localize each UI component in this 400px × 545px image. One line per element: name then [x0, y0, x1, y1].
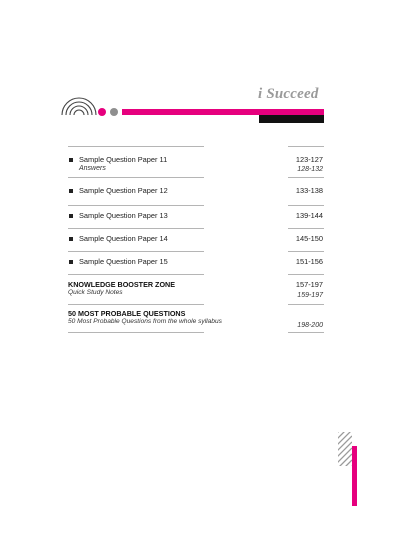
- toc-row-paper-14: [68, 229, 324, 251]
- toc-pages: 123-127: [295, 155, 323, 164]
- toc-row-paper-12: [68, 178, 324, 205]
- section-pages: 157-197: [295, 280, 323, 289]
- toc-title: Sample Question Paper 14: [79, 234, 168, 243]
- toc-sub-pages: 128-132: [297, 166, 323, 173]
- section-sub-pages: 198-200: [297, 322, 323, 329]
- toc-pages: 133-138: [295, 186, 323, 195]
- toc-title: Sample Question Paper 12: [79, 186, 168, 195]
- concentric-arcs-icon: [60, 96, 98, 116]
- hatched-pattern-icon: [338, 432, 352, 466]
- header-black-bar: [259, 115, 324, 123]
- section-title: 50 MOST PROBABLE QUESTIONS: [68, 309, 186, 318]
- section-sub-pages: 159-197: [297, 292, 323, 299]
- bullet-icon: [69, 237, 73, 241]
- side-pink-bar: [352, 446, 357, 506]
- table-of-contents: [68, 146, 324, 333]
- toc-title: Sample Question Paper 13: [79, 211, 168, 220]
- bullet-icon: [69, 214, 73, 218]
- toc-pages: 151-156: [295, 257, 323, 266]
- separator: [68, 332, 324, 333]
- toc-row-paper-15: [68, 252, 324, 274]
- toc-row-paper-11: [68, 147, 324, 177]
- toc-title: Sample Question Paper 11: [79, 155, 168, 164]
- section-title: KNOWLEDGE BOOSTER ZONE: [68, 280, 176, 289]
- toc-row-paper-13: [68, 206, 324, 228]
- toc-section-knowledge-booster: [68, 275, 324, 304]
- bullet-icon: [69, 158, 73, 162]
- brand-logo: i Succeed: [258, 86, 319, 102]
- section-subtitle: 50 Most Probable Questions from the whole syllabus: [68, 318, 222, 325]
- toc-title: Sample Question Paper 15: [79, 257, 168, 266]
- toc-pages: 139-144: [295, 211, 323, 220]
- toc-section-most-probable: [68, 305, 324, 332]
- pink-dot: [98, 108, 106, 116]
- section-subtitle: Quick Study Notes: [68, 289, 123, 296]
- grey-dot: [110, 108, 118, 116]
- bullet-icon: [69, 189, 73, 193]
- toc-pages: 145-150: [295, 234, 323, 243]
- bullet-icon: [69, 260, 73, 264]
- toc-subtitle: Answers: [79, 165, 106, 172]
